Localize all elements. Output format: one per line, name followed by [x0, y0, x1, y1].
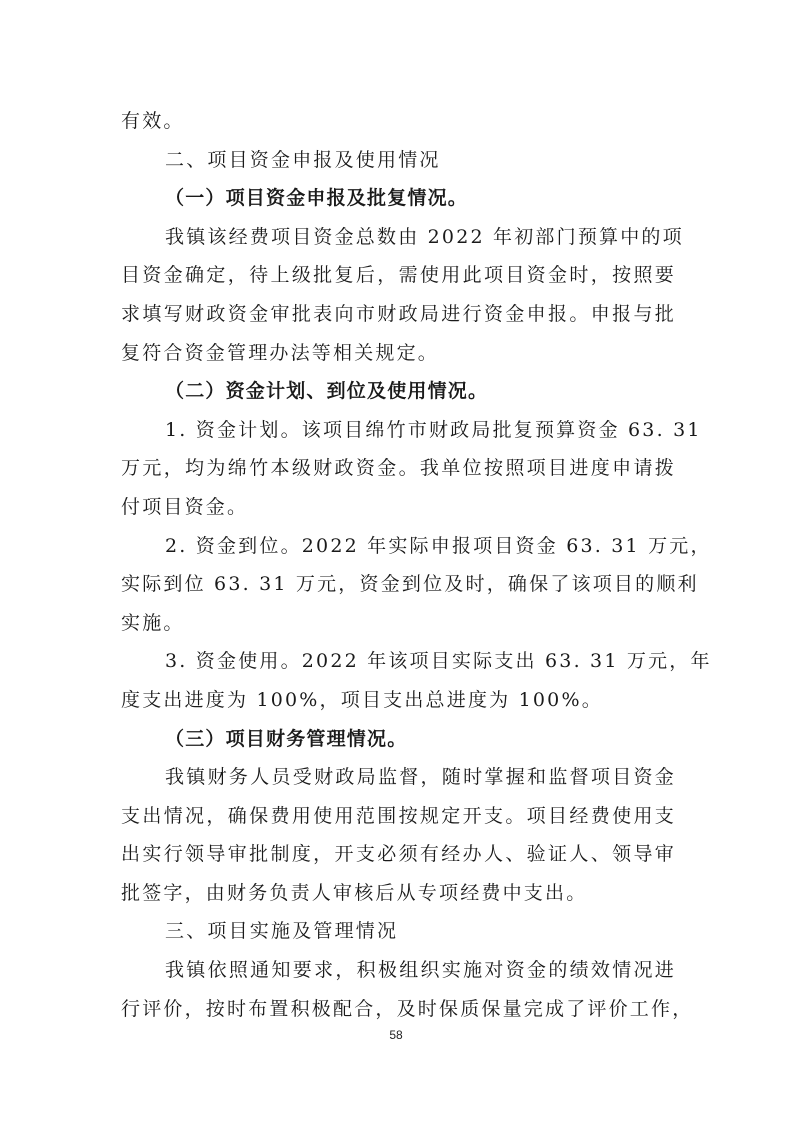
text-line: 行评价，按时布置积极配合，及时保质保量完成了评价工作， — [121, 997, 694, 1020]
section-heading: 二、项目资金申报及使用情况 — [165, 148, 441, 171]
subsection-heading: （一）项目资金申报及批复情况。 — [165, 187, 469, 210]
text-line: 支出情况，确保费用使用范围按规定开支。项目经费使用支 — [121, 804, 676, 827]
text-line: 实施。 — [121, 611, 185, 634]
text-line: 出实行领导审批制度，开支必须有经办人、验证人、领导审 — [121, 843, 676, 866]
text-line: 我镇该经费项目资金总数由 2022 年初部门预算中的项 — [165, 225, 684, 248]
text-line: 批签字，由财务负责人审核后从专项经费中支出。 — [121, 881, 588, 904]
body-text — [121, 102, 712, 1028]
text-line: 求填写财政资金审批表向市财政局进行资金申报。申报与批 — [121, 302, 676, 325]
text-line: 付项目资金。 — [121, 495, 249, 518]
text-line: 2. 资金到位。2022 年实际申报项目资金 63. 31 万元， — [165, 534, 712, 557]
text-line: 复符合资金管理办法等相关规定。 — [121, 341, 440, 364]
text-line: 有效。 — [121, 110, 185, 132]
text-line: 3. 资金使用。2022 年该项目实际支出 63. 31 万元，年 — [165, 650, 712, 673]
text-line: 度支出进度为 100%，项目支出总进度为 100%。 — [121, 688, 603, 711]
subsection-heading: （三）项目财务管理情况。 — [165, 727, 408, 750]
text-line: 实际到位 63. 31 万元，资金到位及时，确保了该项目的顺利 — [121, 573, 699, 596]
section-heading: 三、项目实施及管理情况 — [165, 920, 399, 943]
text-line: 我镇财务人员受财政局监督，随时掌握和监督项目资金 — [165, 766, 676, 789]
text-line: 我镇依照通知要求，积极组织实施对资金的绩效情况进 — [165, 959, 676, 982]
text-line: 1. 资金计划。该项目绵竹市财政局批复预算资金 63. 31 — [165, 418, 702, 441]
page-number: 58 — [389, 1028, 403, 1042]
text-line: 万元，均为绵竹本级财政资金。我单位按照项目进度申请拨 — [121, 457, 676, 480]
subsection-heading: （二）资金计划、到位及使用情况。 — [165, 380, 489, 403]
text-line: 目资金确定，待上级批复后，需使用此项目资金时，按照要 — [121, 264, 676, 287]
